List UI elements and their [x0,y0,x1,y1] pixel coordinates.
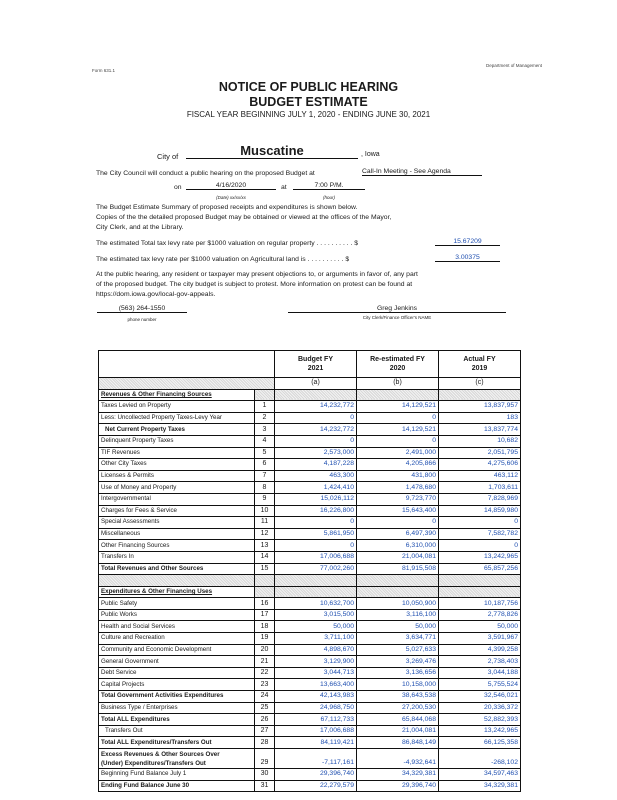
shaded-cell [275,575,357,587]
table-row [99,737,521,749]
summary-line-3: City Clerk, and at the Library. [96,224,184,231]
actual-fy2019-value: 32,546,021 [439,691,521,703]
row-label: General Government [99,656,255,668]
actual-fy2019-value: 2,738,403 [439,656,521,668]
budget-fy2021-value: 15,026,112 [275,493,357,505]
budget-fy2021-value: 29,396,740 [275,769,357,781]
row-label: Total Revenues and Other Sources [99,563,255,575]
revenue-section-title: Revenues & Other Financing Sources [99,389,255,401]
spacer-row [99,575,521,587]
table-row [99,505,521,517]
reestimated-fy2020-value: 3,116,100 [357,609,439,621]
city-prefix: City of [157,152,179,161]
row-number: 4 [255,435,275,447]
on-label: on [174,184,182,191]
row-number: 16 [255,598,275,610]
column-letter-row [99,378,521,390]
summary-line-1: The Budget Estimate Summary of proposed receipts and expenditures is shown below. [96,204,358,211]
table-row [99,598,521,610]
row-number: 30 [255,769,275,781]
excess-revenues-row [99,749,521,769]
phone-number: (563) 264-1550 [97,305,187,313]
actual-fy2019-value: 50,000 [439,621,521,633]
row-label: Licenses & Permits [99,470,255,482]
row-label: Transfers In [99,551,255,563]
table-row [99,769,521,781]
row-number: 19 [255,633,275,645]
table-row [99,412,521,424]
budget-summary-table [98,350,521,792]
column-letter-c: (c) [439,378,521,390]
reestimated-fy2020-value: 2,491,000 [357,447,439,459]
actual-fy2019-value: 3,044,188 [439,667,521,679]
reestimated-fy2020-value: 65,844,068 [357,714,439,726]
table-row [99,540,521,552]
expenditure-section-title: Expenditures & Other Financing Uses [99,586,255,598]
column-header-actual: Actual FY 2019 [439,351,521,378]
column-header-budget: Budget FY 2021 [275,351,357,378]
budget-fy2021-value: -7,117,161 [275,749,357,769]
phone-caption: phone number [127,317,157,322]
row-label: TIF Revenues [99,447,255,459]
table-row [99,493,521,505]
row-number: 6 [255,459,275,471]
row-label: Debt Service [99,667,255,679]
hearing-date: 4/16/2020 [186,182,276,190]
table-row [99,780,521,792]
actual-fy2019-value: 13,242,965 [439,725,521,737]
row-number: 2 [255,412,275,424]
row-label: Community and Economic Development [99,644,255,656]
row-label: Business Type / Enterprises [99,702,255,714]
table-row [99,459,521,471]
reestimated-fy2020-value: 4,205,866 [357,459,439,471]
fiscal-year-line: FISCAL YEAR BEGINNING JULY 1, 2020 - ENDING JUNE 30, 2021 [186,110,431,119]
budget-fy2021-value: 22,279,579 [275,780,357,792]
hour-caption: (hour) [322,195,335,200]
reestimated-fy2020-value: 3,136,656 [357,667,439,679]
table-row [99,435,521,447]
actual-fy2019-value: 2,778,826 [439,609,521,621]
actual-fy2019-value: 2,051,795 [439,447,521,459]
reestimated-fy2020-value: 5,027,633 [357,644,439,656]
reestimated-fy2020-value: 21,004,081 [357,725,439,737]
budget-fy2021-value: 463,300 [275,470,357,482]
actual-fy2019-value: 7,582,782 [439,528,521,540]
row-number: 12 [255,528,275,540]
row-label: Total ALL Expenditures/Transfers Out [99,737,255,749]
row-number: 21 [255,656,275,668]
actual-fy2019-value: 7,828,969 [439,493,521,505]
actual-fy2019-value: 0 [439,540,521,552]
row-number: 14 [255,551,275,563]
reestimated-fy2020-value: 15,643,400 [357,505,439,517]
reestimated-fy2020-value: 21,004,081 [357,551,439,563]
reestimated-fy2020-value: 34,329,381 [357,769,439,781]
budget-fy2021-value: 2,573,000 [275,447,357,459]
row-number: 26 [255,714,275,726]
table-row [99,551,521,563]
row-label: Health and Social Services [99,621,255,633]
budget-fy2021-value: 14,232,772 [275,424,357,436]
row-label: Special Assessments [99,517,255,529]
shaded-cell [439,575,521,587]
budget-fy2021-value: 3,711,100 [275,633,357,645]
row-label: Taxes Levied on Property [99,401,255,413]
table-row [99,424,521,436]
protest-line-3: https://dom.iowa.gov/local-gov-appeals. [96,291,216,298]
column-letter-b: (b) [357,378,439,390]
budget-fy2021-value: 42,143,983 [275,691,357,703]
state-suffix: , Iowa [361,151,380,158]
actual-fy2019-value: 10,682 [439,435,521,447]
row-label: Intergovernmental [99,493,255,505]
actual-fy2019-value: 0 [439,517,521,529]
actual-fy2019-value: 4,275,606 [439,459,521,471]
row-label: Other City Taxes [99,459,255,471]
row-label: Transfers Out [99,725,255,737]
actual-fy2019-value: 34,597,463 [439,769,521,781]
reestimated-fy2020-value: 431,800 [357,470,439,482]
officer-caption: City Clerk/Finance Officer's NAME [362,315,432,320]
levy-ag-value: 3.00375 [435,254,500,262]
budget-fy2021-value: 3,044,713 [275,667,357,679]
reestimated-fy2020-value: 81,915,508 [357,563,439,575]
reestimated-fy2020-value: -4,932,641 [357,749,439,769]
row-number: 28 [255,737,275,749]
shaded-cell [439,389,521,401]
shaded-cell [99,378,275,390]
shaded-cell [255,575,275,587]
city-name: Muscatine [186,143,358,159]
row-number: 24 [255,691,275,703]
budget-fy2021-value: 50,000 [275,621,357,633]
budget-fy2021-value: 0 [275,517,357,529]
actual-fy2019-value: 4,399,258 [439,644,521,656]
expenditure-section-row [99,586,521,598]
row-label: Delinquent Property Taxes [99,435,255,447]
form-number: Form 631.1 [92,68,116,73]
table-row [99,609,521,621]
actual-fy2019-value: 65,857,256 [439,563,521,575]
budget-fy2021-value: 5,861,950 [275,528,357,540]
row-number: 18 [255,621,275,633]
row-label: Public Safety [99,598,255,610]
actual-fy2019-value: 13,837,774 [439,424,521,436]
levy-regular-value: 15.67209 [435,238,500,246]
department-label: Department of Management [486,63,543,68]
row-number: 27 [255,725,275,737]
table-row [99,656,521,668]
budget-fy2021-value: 4,898,670 [275,644,357,656]
row-label: Culture and Recreation [99,633,255,645]
budget-fy2021-value: 0 [275,412,357,424]
reestimated-fy2020-value: 10,158,000 [357,679,439,691]
reestimated-fy2020-value: 86,848,149 [357,737,439,749]
levy-regular-text: The estimated Total tax levy rate per $1000 valuation on regular property . . . . . . . . . . $ [96,240,359,247]
budget-fy2021-value: 4,187,228 [275,459,357,471]
actual-fy2019-value: 3,591,967 [439,633,521,645]
shaded-cell [275,389,357,401]
shaded-cell [255,586,275,598]
reestimated-fy2020-value: 14,129,521 [357,401,439,413]
table-row [99,725,521,737]
table-row [99,702,521,714]
row-label: Total Government Activities Expenditures [99,691,255,703]
budget-fy2021-value: 0 [275,540,357,552]
row-number: 29 [255,749,275,769]
row-number: 17 [255,609,275,621]
reestimated-fy2020-value: 27,200,530 [357,702,439,714]
reestimated-fy2020-value: 14,129,521 [357,424,439,436]
row-label: Other Financing Sources [99,540,255,552]
notice-title: NOTICE OF PUBLIC HEARING [218,80,399,94]
row-number: 22 [255,667,275,679]
actual-fy2019-value: 183 [439,412,521,424]
table-row [99,447,521,459]
actual-fy2019-value: 13,242,965 [439,551,521,563]
budget-fy2021-value: 13,663,400 [275,679,357,691]
officer-name: Greg Jenkins [288,305,506,313]
row-number: 15 [255,563,275,575]
table-row [99,528,521,540]
row-label: Beginning Fund Balance July 1 [99,769,255,781]
reestimated-fy2020-value: 29,396,740 [357,780,439,792]
budget-fy2021-value: 84,119,421 [275,737,357,749]
reestimated-fy2020-value: 0 [357,517,439,529]
header-blank [99,351,275,378]
revenue-section-row [99,389,521,401]
table-row [99,517,521,529]
actual-fy2019-value: 34,329,381 [439,780,521,792]
protest-line-2: of the proposed budget. The city budget is subject to protest. More information on protest can be found at [96,281,413,288]
at-label: at [281,184,287,191]
row-label: Excess Revenues & Other Sources Over (Under) Expenditures/Transfers Out [99,749,255,769]
row-number: 13 [255,540,275,552]
row-label: Miscellaneous [99,528,255,540]
reestimated-fy2020-value: 9,723,770 [357,493,439,505]
actual-fy2019-value: 20,336,372 [439,702,521,714]
shaded-cell [357,586,439,598]
budget-fy2021-value: 3,129,900 [275,656,357,668]
hearing-text: The City Council will conduct a public hearing on the proposed Budget at [96,170,315,177]
table-row [99,563,521,575]
table-row [99,667,521,679]
budget-fy2021-value: 67,112,733 [275,714,357,726]
budget-fy2021-value: 16,226,800 [275,505,357,517]
reestimated-fy2020-value: 0 [357,412,439,424]
row-label: Public Works [99,609,255,621]
protest-line-1: At the public hearing, any resident or taxpayer may present objections to, or arguments in favor of, any part [96,271,418,278]
budget-fy2021-value: 1,424,410 [275,482,357,494]
date-caption: (Date) xx/xx/xx [216,195,246,200]
summary-line-2: Copies of the the detailed proposed Budget may be obtained or viewed at the offices of the Mayor, [96,214,392,221]
budget-fy2021-value: 24,968,750 [275,702,357,714]
budget-fy2021-value: 77,002,260 [275,563,357,575]
budget-fy2021-value: 14,232,772 [275,401,357,413]
reestimated-fy2020-value: 0 [357,435,439,447]
row-number: 1 [255,401,275,413]
row-number: 7 [255,470,275,482]
actual-fy2019-value: 1,703,611 [439,482,521,494]
shaded-cell [275,586,357,598]
column-letter-a: (a) [275,378,357,390]
row-number: 9 [255,493,275,505]
row-number: 31 [255,780,275,792]
actual-fy2019-value: 66,125,358 [439,737,521,749]
actual-fy2019-value: 5,755,524 [439,679,521,691]
row-number: 23 [255,679,275,691]
shaded-cell [439,586,521,598]
budget-fy2021-value: 0 [275,435,357,447]
reestimated-fy2020-value: 38,643,538 [357,691,439,703]
reestimated-fy2020-value: 3,269,476 [357,656,439,668]
actual-fy2019-value: 13,837,957 [439,401,521,413]
actual-fy2019-value: -268,102 [439,749,521,769]
budget-fy2021-value: 17,006,688 [275,551,357,563]
reestimated-fy2020-value: 1,478,680 [357,482,439,494]
table-row [99,679,521,691]
row-number: 5 [255,447,275,459]
reestimated-fy2020-value: 3,634,771 [357,633,439,645]
table-row [99,691,521,703]
shaded-cell [255,389,275,401]
reestimated-fy2020-value: 6,497,390 [357,528,439,540]
hearing-time: 7:00 P/M. [293,182,365,190]
reestimated-fy2020-value: 6,310,000 [357,540,439,552]
table-row [99,633,521,645]
table-row [99,644,521,656]
budget-fy2021-value: 17,006,688 [275,725,357,737]
budget-fy2021-value: 3,015,500 [275,609,357,621]
actual-fy2019-value: 52,882,393 [439,714,521,726]
row-number: 3 [255,424,275,436]
table-row [99,401,521,413]
shaded-cell [357,575,439,587]
shaded-cell [99,575,255,587]
budget-estimate-title: BUDGET ESTIMATE [249,95,368,109]
row-number: 8 [255,482,275,494]
row-label: Ending Fund Balance June 30 [99,780,255,792]
actual-fy2019-value: 463,112 [439,470,521,482]
actual-fy2019-value: 10,187,756 [439,598,521,610]
row-label: Less: Uncollected Property Taxes-Levy Year [99,412,255,424]
table-row [99,482,521,494]
row-label: Net Current Property Taxes [99,424,255,436]
table-row [99,714,521,726]
row-number: 10 [255,505,275,517]
row-label: Capital Projects [99,679,255,691]
table-row [99,621,521,633]
reestimated-fy2020-value: 10,050,900 [357,598,439,610]
row-label: Total ALL Expenditures [99,714,255,726]
actual-fy2019-value: 14,859,980 [439,505,521,517]
row-number: 11 [255,517,275,529]
row-number: 20 [255,644,275,656]
row-number: 25 [255,702,275,714]
levy-ag-text: The estimated tax levy rate per $1000 valuation on Agricultural land is . . . . . . . . . . $ [96,256,350,263]
budget-fy2021-value: 10,632,700 [275,598,357,610]
column-header-reestimated: Re-estimated FY 2020 [357,351,439,378]
row-label: Charges for Fees & Service [99,505,255,517]
shaded-cell [357,389,439,401]
table-row [99,470,521,482]
reestimated-fy2020-value: 50,000 [357,621,439,633]
row-label: Use of Money and Property [99,482,255,494]
hearing-location: Call-In Meeting - See Agenda [362,168,482,176]
table-header-row [99,351,521,378]
